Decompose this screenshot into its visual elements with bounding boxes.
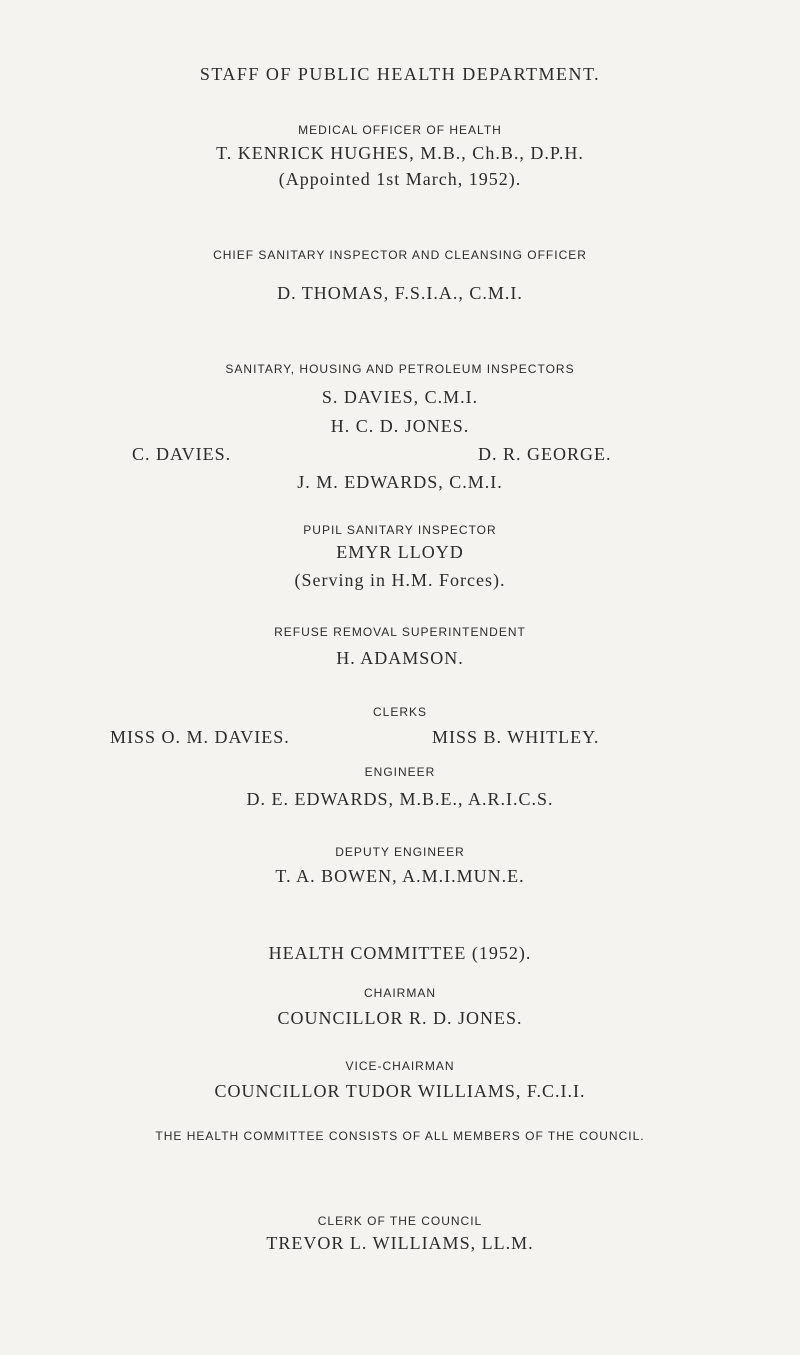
- council-clerk-heading: CLERK OF THE COUNCIL: [317, 1214, 483, 1228]
- moh-note: (Appointed 1st March, 1952).: [278, 169, 522, 189]
- inspector-2: H. C. D. JONES.: [330, 416, 470, 436]
- deputy-name: T. A. BOWEN, A.M.I.MUN.E.: [275, 866, 525, 886]
- deputy-heading: DEPUTY ENGINEER: [335, 845, 465, 859]
- csi-name: D. THOMAS, F.S.I.A., C.M.I.: [277, 283, 523, 303]
- clerk-left: MISS O. M. DAVIES.: [110, 727, 290, 747]
- inspector-1: S. DAVIES, C.M.I.: [321, 387, 479, 407]
- chair-heading: CHAIRMAN: [363, 986, 436, 1000]
- committee-note: THE HEALTH COMMITTEE CONSISTS OF ALL MEMBERS OF THE COUNCIL.: [155, 1129, 645, 1143]
- refuse-heading: REFUSE REMOVAL SUPERINTENDENT: [274, 625, 526, 639]
- vice-name: COUNCILLOR TUDOR WILLIAMS, F.C.I.I.: [214, 1081, 586, 1101]
- clerk-right: MISS B. WHITLEY.: [432, 727, 600, 747]
- moh-name: T. KENRICK HUGHES, M.B., Ch.B., D.P.H.: [216, 143, 584, 163]
- council-clerk-name: TREVOR L. WILLIAMS, LL.M.: [266, 1233, 534, 1253]
- committee-title: HEALTH COMMITTEE (1952).: [268, 943, 532, 963]
- moh-heading: MEDICAL OFFICER OF HEALTH: [298, 123, 502, 137]
- pupil-name: EMYR LLOYD: [336, 542, 464, 562]
- csi-heading: CHIEF SANITARY INSPECTOR AND CLEANSING OFFICER: [213, 248, 587, 262]
- refuse-name: H. ADAMSON.: [336, 648, 464, 668]
- page-title: STAFF OF PUBLIC HEALTH DEPARTMENT.: [199, 64, 601, 84]
- pupil-heading: PUPIL SANITARY INSPECTOR: [303, 523, 497, 537]
- pupil-note: (Serving in H.M. Forces).: [294, 570, 506, 590]
- inspectors-heading: SANITARY, HOUSING AND PETROLEUM INSPECTORS: [225, 362, 575, 376]
- engineer-heading: ENGINEER: [364, 765, 436, 779]
- inspector-4: J. M. EDWARDS, C.M.I.: [297, 472, 503, 492]
- inspector-3-left: C. DAVIES.: [132, 444, 232, 464]
- clerks-heading: CLERKS: [372, 705, 428, 719]
- inspector-3-right: D. R. GEORGE.: [478, 444, 612, 464]
- engineer-name: D. E. EDWARDS, M.B.E., A.R.I.C.S.: [246, 789, 554, 809]
- chair-name: COUNCILLOR R. D. JONES.: [277, 1008, 523, 1028]
- vice-heading: VICE-CHAIRMAN: [345, 1059, 455, 1073]
